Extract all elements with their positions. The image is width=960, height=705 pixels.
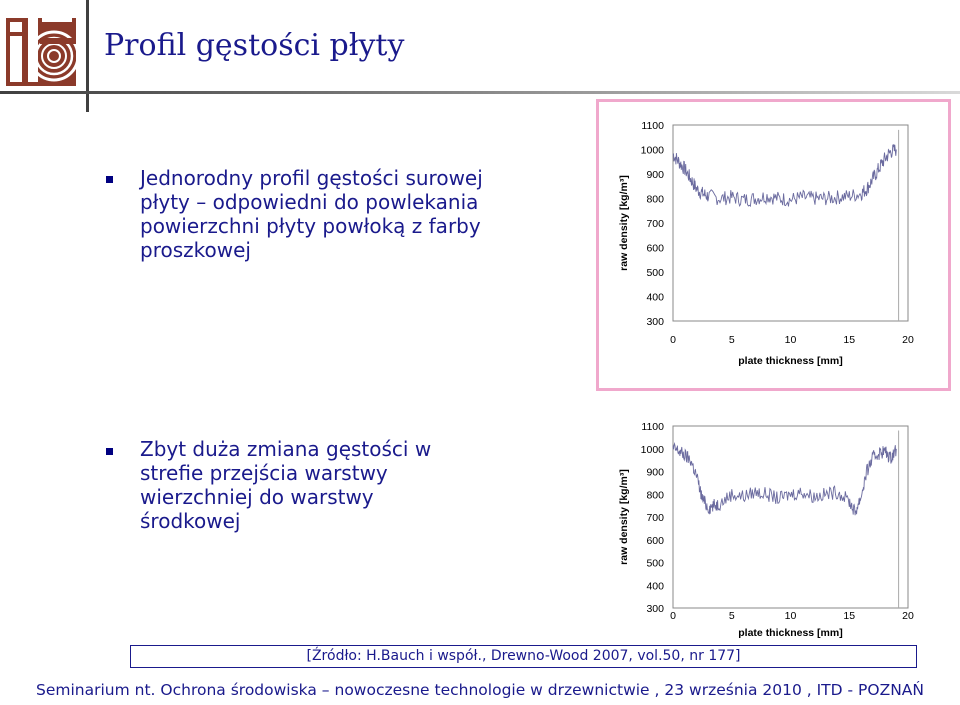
plot-area [673,125,908,321]
x-tick-label: 15 [843,610,856,622]
density-chart-2 [600,400,947,644]
x-axis-label: plate thickness [mm] [738,627,843,639]
bullet-marker [106,176,113,183]
y-tick-label: 1000 [640,443,664,456]
bullet-marker [106,448,113,455]
y-tick-label: 1100 [641,421,664,433]
bullet-text-2: Zbyt duża zmiana gęstości w strefie przejścia warstwy wierzchniej do warstwy środkowej [140,437,432,533]
series-line [673,144,896,206]
slide-title: Profil gęstości płyty [104,28,405,63]
x-tick-label: 20 [902,334,914,346]
itd-logo-icon [6,8,76,86]
y-tick-label: 600 [646,534,664,547]
y-tick-label: 500 [646,557,664,570]
y-tick-label: 300 [646,316,664,328]
x-tick-label: 10 [784,610,797,622]
footer-text: Seminarium nt. Ochrona środowiska – nowoczesne technologie w drzewnictwie , 23 września 2010 , ITD - POZNAŃ [36,681,924,699]
y-tick-label: 500 [646,267,664,279]
bullet-text-1: Jednorodny profil gęstości surowej płyty – odpowiedni do powlekania powierzchni płyty powłoką z farby proszkowej [140,166,483,262]
y-tick-label: 1000 [640,144,664,157]
y-tick-label: 700 [646,218,664,230]
y-tick-label: 600 [646,242,664,255]
y-tick-label: 900 [646,169,664,181]
series-line [673,444,896,516]
x-tick-label: 10 [784,334,797,346]
header-vertical-rule [86,0,89,112]
x-tick-label: 0 [670,334,676,346]
source-citation: [Źródło: H.Bauch i współ., Drewno-Wood 2007, vol.50, nr 177] [130,645,917,668]
y-tick-label: 900 [646,466,664,479]
x-tick-label: 5 [728,334,735,346]
y-axis-label: raw density [kg/m³] [618,175,630,271]
x-tick-label: 0 [670,610,676,622]
x-axis-label: plate thickness [mm] [738,355,843,367]
y-tick-label: 400 [646,291,664,304]
y-axis-label: raw density [kg/m³] [618,469,630,565]
density-chart-1 [600,103,947,387]
y-tick-label: 800 [646,193,664,206]
y-tick-label: 700 [646,512,664,524]
x-tick-label: 5 [728,610,735,622]
x-tick-label: 15 [843,334,856,346]
y-tick-label: 300 [646,603,664,615]
y-tick-label: 800 [646,489,664,502]
header-horizontal-rule [0,91,960,94]
y-tick-label: 400 [646,580,664,593]
x-tick-label: 20 [902,610,914,622]
y-tick-label: 1100 [641,120,664,132]
